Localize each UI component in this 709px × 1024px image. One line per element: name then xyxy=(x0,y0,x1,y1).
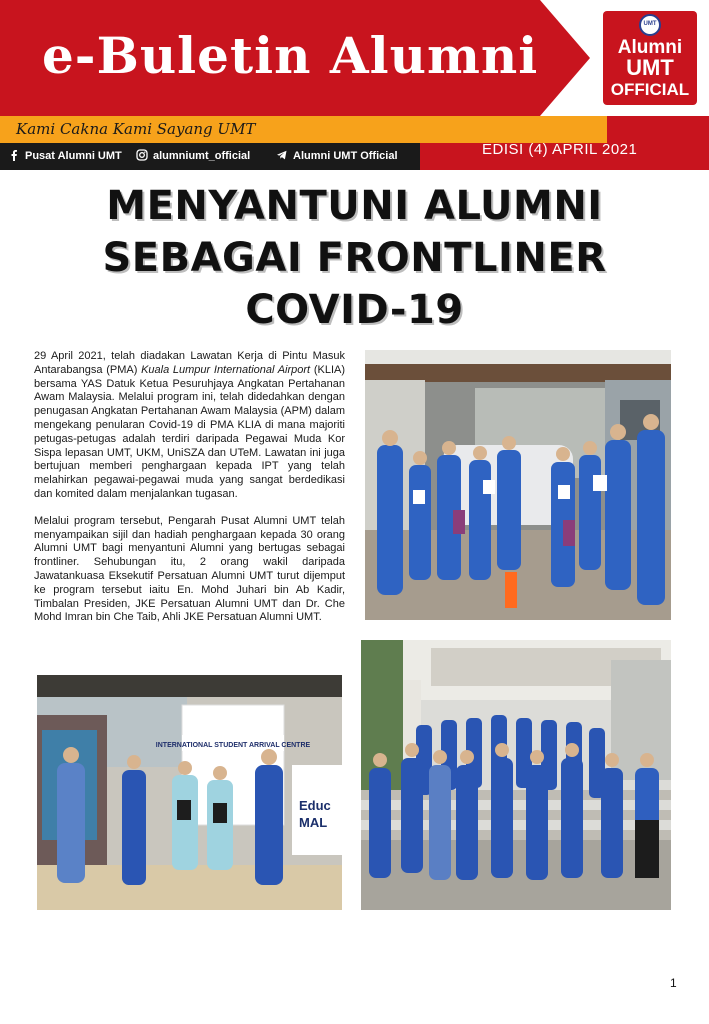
social-facebook-label: Pusat Alumni UMT xyxy=(25,150,122,162)
edition-label: EDISI (4) APRIL 2021 xyxy=(482,141,638,158)
instagram-icon xyxy=(136,149,148,161)
social-telegram[interactable] xyxy=(276,149,398,162)
headline-line-2: SEBAGAI FRONTLINER xyxy=(102,235,607,281)
logo-line-official: OFFICIAL xyxy=(610,80,690,99)
crest-label: UMT xyxy=(643,21,657,27)
photo-group-at-car-image xyxy=(365,350,671,620)
photo-arrival-centre-image xyxy=(37,675,342,910)
headline-line-3: COVID-19 xyxy=(245,287,464,333)
sign-education: Educ xyxy=(299,798,331,813)
p1-text-a: 29 April 2021, telah diadakan Lawatan Kerja di Pintu Masuk Antarabangsa (PMA) xyxy=(34,350,345,376)
photo-group-on-steps-image xyxy=(361,640,671,910)
sign-arrival-centre: INTERNATIONAL STUDENT ARRIVAL CENTRE xyxy=(155,742,311,749)
social-instagram[interactable] xyxy=(136,149,250,162)
umt-crest-icon xyxy=(639,14,661,36)
telegram-icon xyxy=(276,149,288,161)
sign-malaysia: MAL xyxy=(299,815,328,830)
social-instagram-label: alumniumt_official xyxy=(153,150,251,162)
photo-group-on-steps xyxy=(361,640,671,910)
p1-italic: Kuala Lumpur International Airport xyxy=(141,363,311,376)
photo-group-at-car xyxy=(365,350,671,620)
article-body xyxy=(34,350,345,638)
social-facebook[interactable] xyxy=(8,149,122,162)
facebook-icon xyxy=(8,149,20,161)
social-bar xyxy=(0,143,420,170)
alumni-umt-logo xyxy=(603,11,697,105)
logo-line-alumni: Alumni xyxy=(617,37,683,58)
headline xyxy=(0,180,709,336)
bulletin-title: e-Buletin Alumni xyxy=(42,26,539,85)
social-telegram-label: Alumni UMT Official xyxy=(293,150,398,162)
logo-line-umt: UMT xyxy=(626,55,674,80)
tagline: Kami Cakna Kami Sayang UMT xyxy=(16,120,256,138)
edition-box xyxy=(420,131,709,170)
p1-text-b: (KLIA) bersama YAS Datuk Ketua Pesuruhjaya Angkatan Pertahanan Awam Malaysia. Melalui program ini, telah didedahkan dengan penugasan Angkatan Pertahanan Awam Malaysia (APM) dalam mengekang penularan Covid-19 di PMA KLIA di mana majoriti petugas-petugas adalah terdiri daripada Pegawai Muda Kor Sispa lepasan UMT, UKM, UniSZA dan UTeM. Lawatan ini juga bertujuan memberi penghargaan kepada IPT yang telah melahirkan pegawai-pegawai muda yang sangat berdedikasi dan komited dalam menjalankan tugasan. xyxy=(34,363,345,500)
article-paragraph-2: Melalui program tersebut, Pengarah Pusat Alumni UMT telah menyampaikan sijil dan hadiah penghargaan kepada 30 orang Alumni UMT bagi menyantuni Alumni yang bertugas sebagai frontliner. Sehubungan itu, 2 orang wakil daripada Jawatankuasa Eksekutif Persatuan Alumni UMT turut dijemput ke program tersebut iaitu En. Mohd Juhari bin Ab Kadir, Timbalan Presiden, JKE Persatuan Alumni UMT dan Dr. Che Mohd Imran bin Che Taib, Ahli JKE Persatuan Alumni UMT. xyxy=(34,514,345,624)
article-paragraph-1 xyxy=(34,350,345,502)
photo-arrival-centre xyxy=(37,675,342,910)
headline-line-1: MENYANTUNI ALUMNI xyxy=(106,183,603,229)
page-number: 1 xyxy=(670,976,677,990)
